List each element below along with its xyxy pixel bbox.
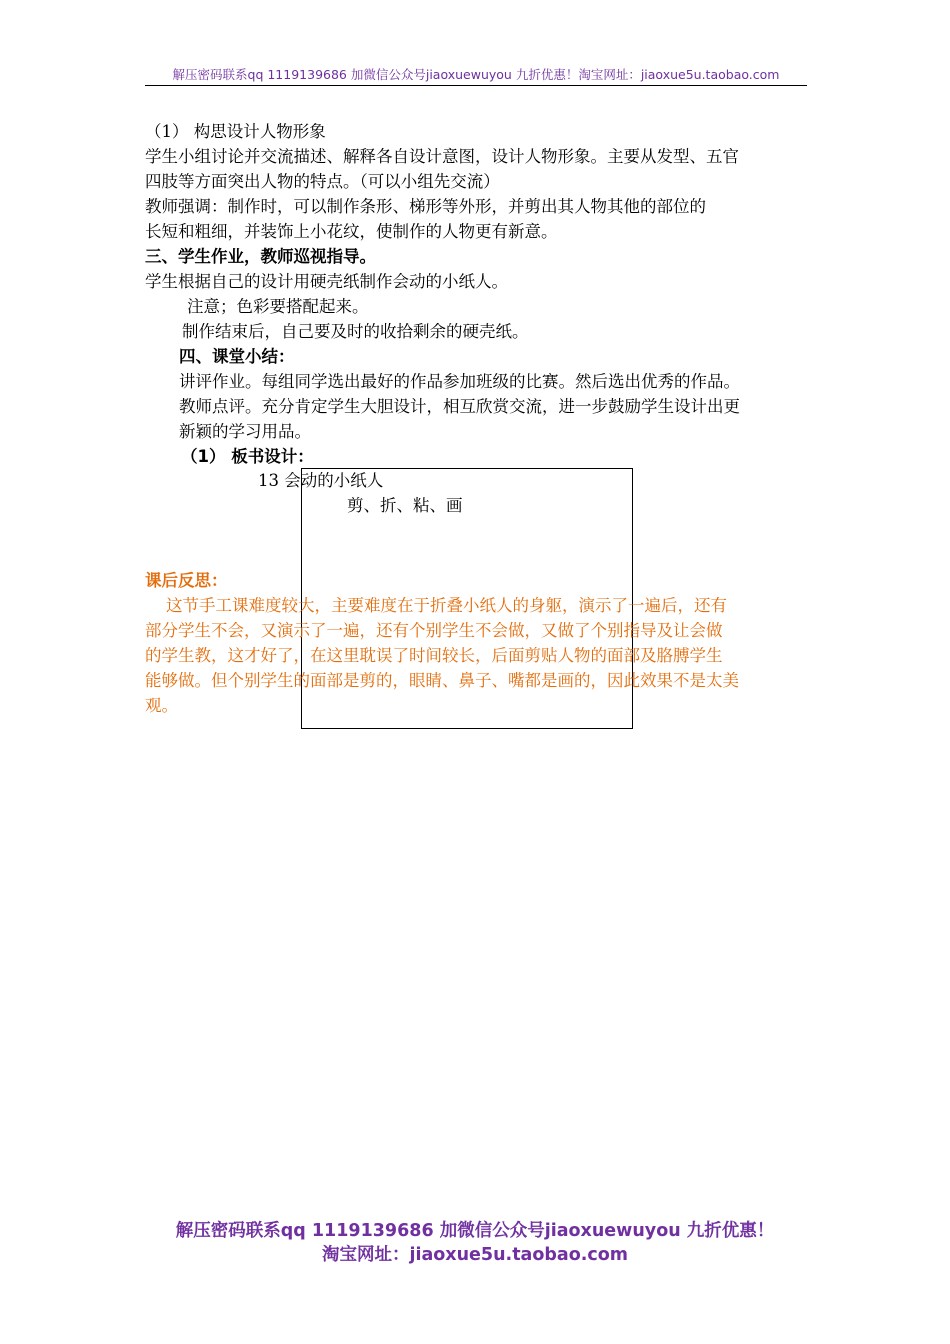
board-design-heading: （1） 板书设计： [181, 447, 314, 466]
summary-line-3: 新颖的学习用品。 [179, 422, 311, 441]
section-3-heading: 三、学生作业，教师巡视指导。 [145, 247, 376, 266]
reflection-line-2: 部分学生不会，又演示了一遍，还有个别学生不会做，又做了个别指导及让会做 [145, 621, 723, 640]
note-text: 注意；色彩要搭配起来。 [187, 297, 369, 316]
reflection-line-4: 能够做。但个别学生的面部是剪的，眼睛、鼻子、嘴都是画的，因此效果不是太美 [145, 671, 739, 690]
section-4-heading: 四、课堂小结： [179, 347, 295, 366]
paragraph-3: 学生根据自己的设计用硬壳纸制作会动的小纸人。 [145, 272, 508, 291]
step1-title: （1） 构思设计人物形象 [145, 122, 326, 141]
paragraph-1-line-1: 学生小组讨论并交流描述、解释各自设计意图，设计人物形象。主要从发型、五官 [145, 147, 739, 166]
paragraph-2-line-1: 教师强调：制作时，可以制作条形、梯形等外形，并剪出其人物其他的部位的 [145, 197, 706, 216]
board-title: 13 会动的小纸人 [258, 471, 384, 490]
board-subtitle: 剪、折、粘、画 [347, 496, 463, 515]
reflection-line-5: 观。 [145, 696, 178, 715]
header-text: 解压密码联系qq 1119139686 加微信公众号jiaoxuewuyou 九折优惠！淘宝网址：jiaoxue5u.taobao.com [172, 67, 780, 82]
summary-line-1: 讲评作业。每组同学选出最好的作品参加班级的比赛。然后选出优秀的作品。 [179, 372, 740, 391]
paragraph-2-line-2: 长短和粗细，并装饰上小花纹，使制作的人物更有新意。 [145, 222, 558, 241]
paragraph-4: 制作结束后，自己要及时的收拾剩余的硬壳纸。 [182, 322, 529, 341]
reflection-line-3: 的学生教，这才好了，在这里耽误了时间较长，后面剪贴人物的面部及胳膊学生 [145, 646, 723, 665]
paragraph-1-line-2: 四肢等方面突出人物的特点。（可以小组先交流） [145, 172, 500, 191]
reflection-line-1: 这节手工课难度较大，主要难度在于折叠小纸人的身躯，演示了一遍后，还有 [145, 596, 727, 615]
footer-line-2: 淘宝网址：jiaoxue5u.taobao.com [321, 1245, 629, 1265]
reflection-heading: 课后反思： [145, 571, 228, 590]
summary-line-2: 教师点评。充分肯定学生大胆设计，相互欣赏交流，进一步鼓励学生设计出更 [179, 397, 740, 416]
page-header [145, 66, 807, 86]
footer-line-1: 解压密码联系qq 1119139686 加微信公众号jiaoxuewuyou 九折优惠！ [175, 1221, 775, 1241]
